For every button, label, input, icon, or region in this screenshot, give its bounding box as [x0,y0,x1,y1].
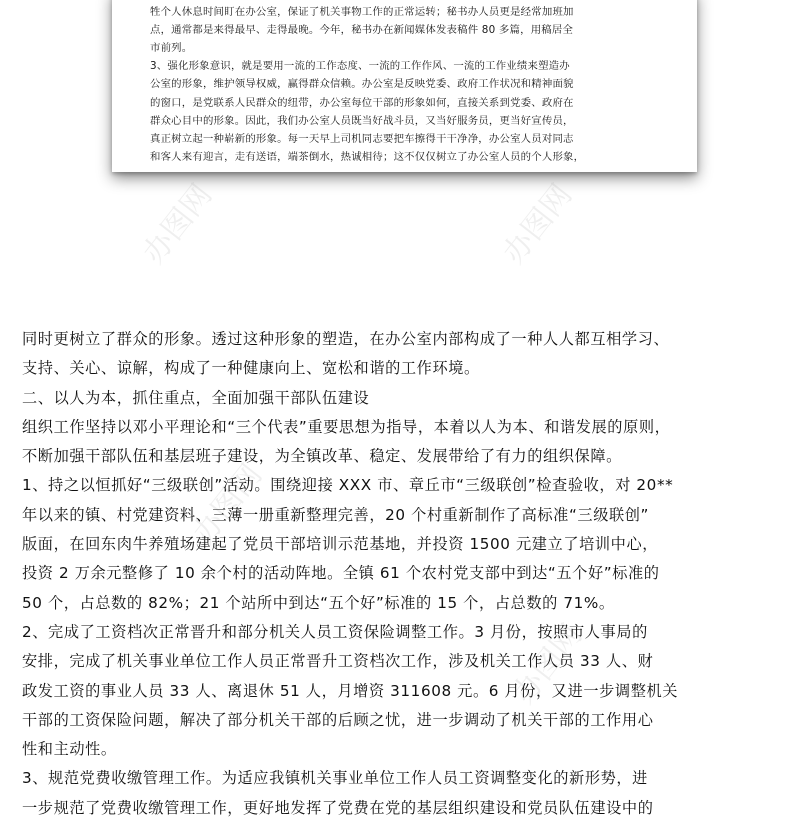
document-body [22,325,782,823]
preview-line: 的窗口，是党联系人民群众的纽带，办公室每位干部的形象如何，直接关系到党委、政府在 [150,96,574,109]
body-line: 一步规范了党费收缴管理工作，更好地发挥了党费在党的基层组织建设和党员队伍建设中的 [22,798,654,817]
body-line: 版面，在回东肉牛养殖场建起了党员干部培训示范基地，并投资 1500 元建立了培训中心， [22,535,659,554]
body-line: 50 个，占总数的 82%；21 个站所中到达“五个好”标准的 15 个，占总数的 71%。 [22,593,615,612]
body-line: 2、完成了工资档次正常晋升和部分机关人员工资保险调整工作。3 月份，按照市人事局的 [22,622,648,641]
body-line: 同时更树立了群众的形象。透过这种形象的塑造，在办公室内部构成了一种人人都互相学习、 [22,330,670,348]
body-line: 年以来的镇、村党建资料、三薄一册重新整理完善，20 个村重新制作了高标准“三级联创” [22,505,650,524]
watermark-logo: 办图网 [186,457,270,551]
body-line: 组织工作坚持以邓小平理论和“三个代表”重要思想为指导，本着以人为本、和谐发展的原则， [22,417,671,436]
body-line: 支持、关心、谅解，构成了一种健康向上、宽松和谐的工作环境。 [22,359,480,378]
preview-text [150,0,660,171]
body-line: 不断加强干部队伍和基层班子建设，为全镇改革、稳定、发展带给了有力的组织保障。 [22,447,622,466]
watermark-logo: 办图网 [506,617,590,711]
preview-line: 牲个人休息时间盯在办公室，保证了机关事物工作的正常运转；秘书办人员更是经常加班加 [150,6,574,19]
body-line: 政发工资的事业人员 33 人、离退休 51 人，月增资 311608 元。6 月份，又进一步调整机关 [22,681,679,700]
document-preview-area [0,0,800,200]
body-line: 安排，完成了机关事业单位工作人员正常晋升工资档次工作，涉及机关工作人员 33 人、财 [22,652,654,671]
preview-line: 点，通常都是来得最早、走得最晚。今年，秘书办在新闻媒体发表稿件 80 多篇，用稿居全 [150,24,574,37]
watermark-logo: 办图网 [496,177,580,271]
body-line: 性和主动性。 [22,740,117,759]
body-line: 干部的工资保险问题，解决了部分机关干部的后顾之忧，进一步调动了机关干部的工作用心 [22,710,654,729]
body-line: 3、规范党费收缴管理工作。为适应我镇机关事业单位工作人员工资调整变化的新形势，进 [22,769,648,788]
preview-line: 市前列。 [150,42,193,55]
watermark-logo: 办图网 [136,177,220,271]
preview-line: 3、强化形象意识，就是要用一流的工作态度、一流的工作作风、一流的工作业绩来塑造办 [150,60,570,73]
preview-line: 公室的形象，维护领导权威，赢得群众信赖。办公室是反映党委、政府工作状况和精神面貌 [150,78,574,91]
preview-line: 真正树立起一种崭新的形象。每一天早上司机同志要把车擦得干干净净，办公室人员对同志 [150,132,574,145]
preview-line: 和客人来有迎言，走有送语，端茶倒水，热诚相待；这不仅仅树立了办公室人员的个人形象， [150,150,585,163]
body-line: 1、持之以恒抓好“三级联创”活动。围绕迎接 XXX 市、章丘市“三级联创”检查验收，对 20** [22,476,674,495]
preview-page [112,0,697,172]
body-line: 投资 2 万余元整修了 10 余个村的活动阵地。全镇 61 个农村党支部中到达“五个好”标准的 [22,564,660,583]
preview-line: 群众心目中的形象。因此，我们办公室人员既当好战斗员，又当好服务员，更当好宣传员， [150,114,574,127]
section-heading: 二、以人为本，抓住重点，全面加强干部队伍建设 [22,388,370,407]
